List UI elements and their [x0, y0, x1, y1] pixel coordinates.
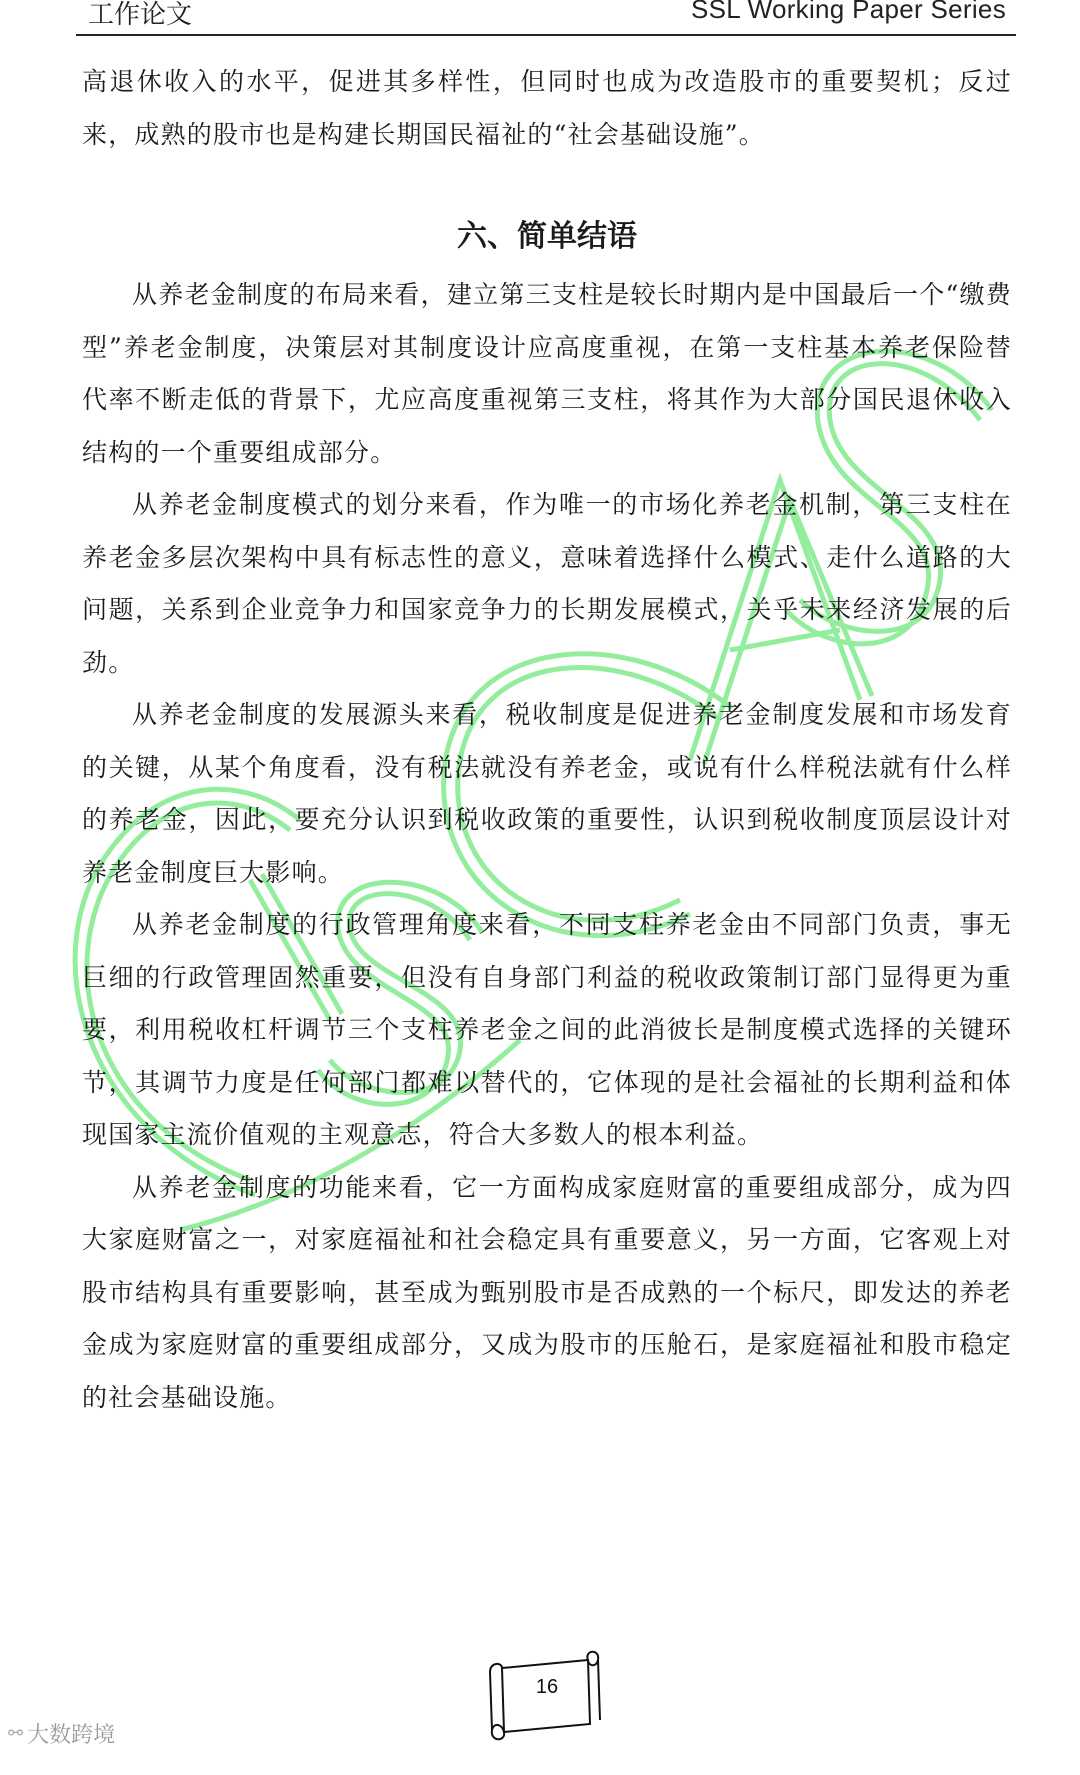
logo-text: 大数跨境	[27, 1723, 116, 1748]
header-left-title: 工作论文	[88, 0, 193, 30]
body-paragraph: 从养老金制度的布局来看，建立第三支柱是较长时期内是中国最后一个“缴费型”养老金制度，决策层对其制度设计应高度重视，在第一支柱基本养老保险替代率不断走低的背景下，尤应高度重视第三支柱，将其作为大部分国民退休收入结构的一个重要组成部分。	[82, 280, 1012, 467]
logo-icon: ⚯	[8, 1723, 24, 1744]
page-content	[82, 56, 1012, 1424]
intro-paragraph: 高退休收入的水平，促进其多样性，但同时也成为改造股市的重要契机；反过来，成熟的股市也是构建长期国民福祉的“社会基础设施”。	[82, 67, 1012, 149]
body-paragraph: 从养老金制度模式的划分来看，作为唯一的市场化养老金机制，第三支柱在养老金多层次架构中具有标志性的意义，意味着选择什么模式、走什么道路的大问题，关系到企业竞争力和国家竞争力的长期发展模式，关乎未来经济发展的后劲。	[82, 490, 1012, 677]
body-paragraph: 从养老金制度的功能来看，它一方面构成家庭财富的重要组成部分，成为四大家庭财富之一，对家庭福祉和社会稳定具有重要意义，另一方面，它客观上对股市结构具有重要影响，甚至成为甄别股市是否成熟的一个标尺，即发达的养老金成为家庭财富的重要组成部分，又成为股市的压舱石，是家庭福祉和股市稳定的社会基础设施。	[82, 1172, 1012, 1412]
body-paragraph: 从养老金制度的行政管理角度来看，不同支柱养老金由不同部门负责，事无巨细的行政管理固然重要，但没有自身部门利益的税收政策制订部门显得更为重要，利用税收杠杆调节三个支柱养老金之间的此消彼长是制度模式选择的关键环节，其调节力度是任何部门都难以替代的，它体现的是社会福祉的长期利益和体现国家主流价值观的主观意志，符合大多数人的根本利益。	[82, 910, 1012, 1149]
page-number: 16	[535, 1676, 559, 1698]
header-series-title: SSL Working Paper Series	[690, 0, 1006, 24]
body-paragraph: 从养老金制度的发展源头来看，税收制度是促进养老金制度发展和市场发育的关键，从某个角度看，没有税法就没有养老金，或说有什么样税法就有什么样的养老金，因此，要充分认识到税收政策的重要性，认识到税收制度顶层设计对养老金制度巨大影响。	[82, 700, 1012, 887]
page-header	[76, 0, 1016, 36]
footer-logo	[8, 1718, 115, 1749]
section-title: 六、简单结语	[457, 219, 637, 254]
page-number-scroll	[484, 1650, 610, 1742]
